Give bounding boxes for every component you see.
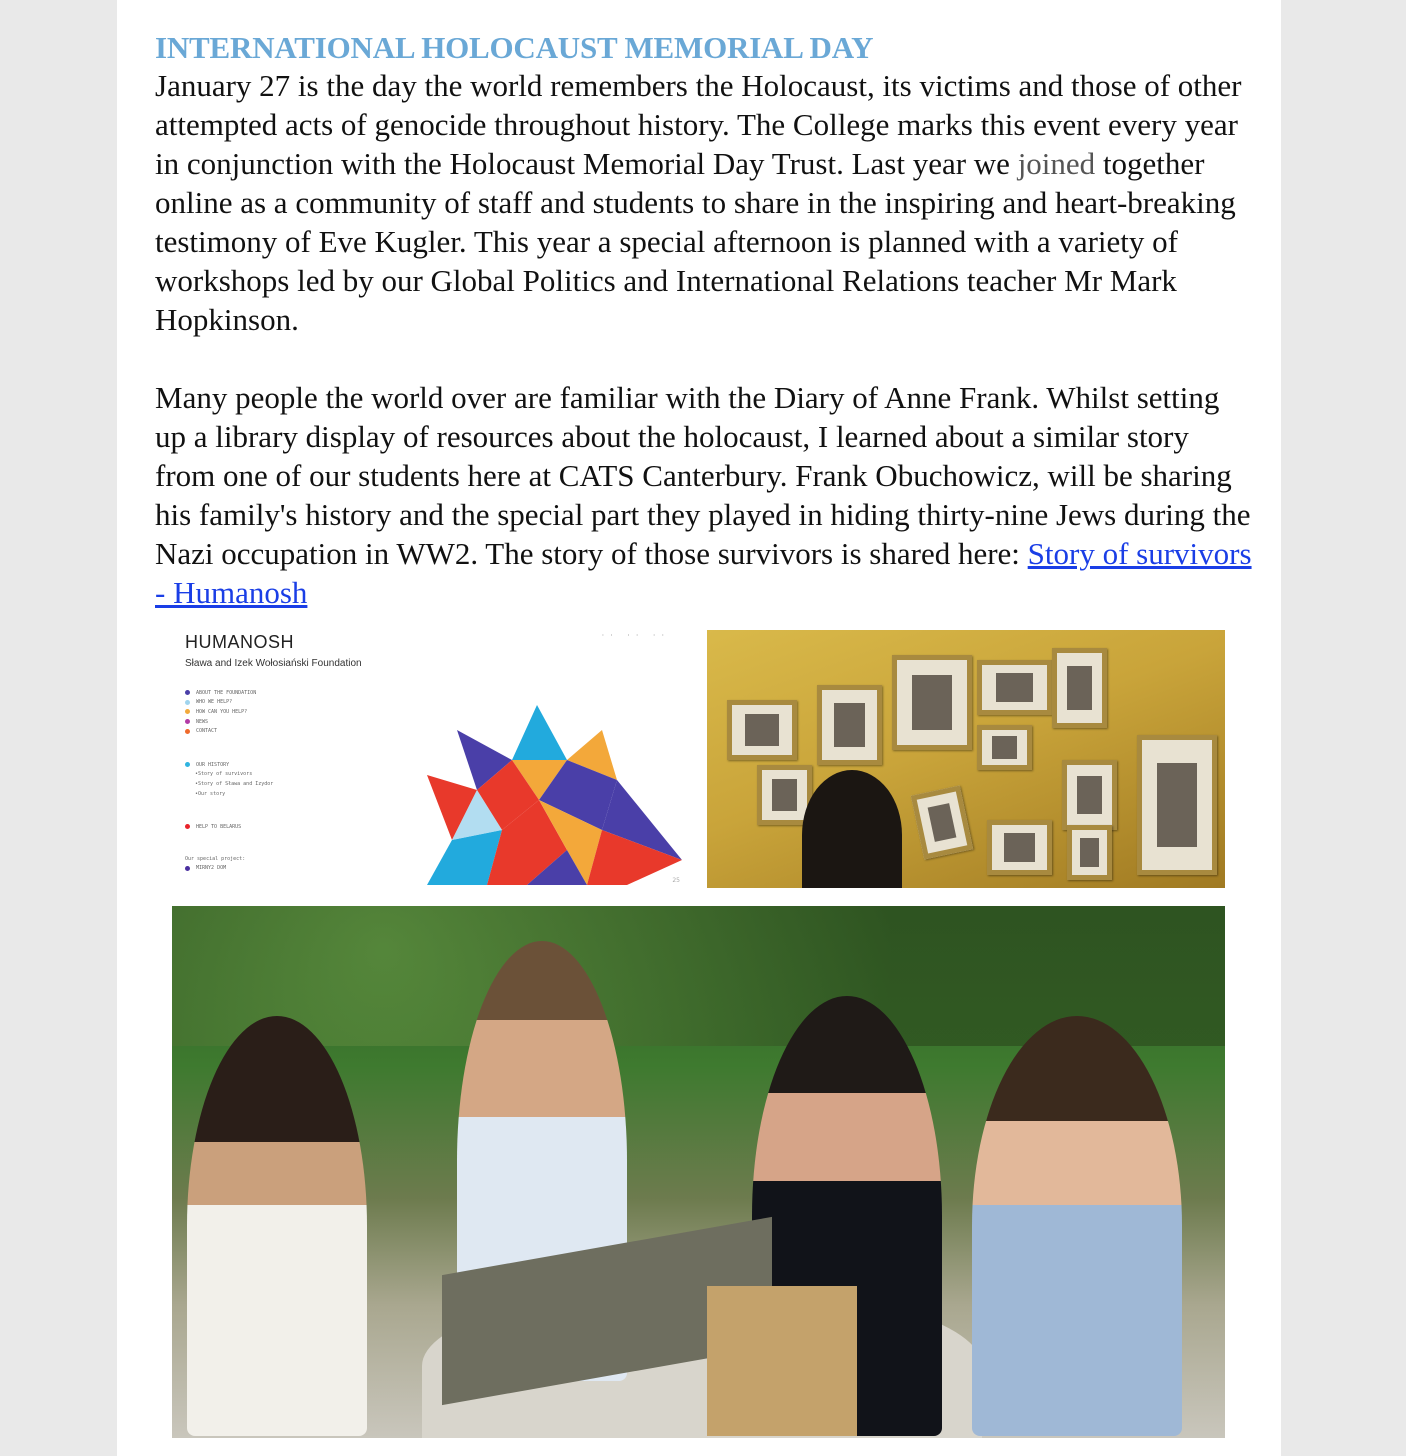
menu-item[interactable] (185, 726, 256, 736)
person-4 (972, 1016, 1182, 1436)
story-text: Many people the world over are familiar with the Diary of Anne Frank. Whilst setting up a library display of resources about the holocaust, I learned about a similar story from one of our students here at CATS Canterbury. Frank Obuchowicz, will be sharing his family's history and the special part they played in hiding thirty-nine Jews during the Nazi occupation in WW2. The story of those survivors is shared here: (155, 380, 1251, 571)
story-paragraph (155, 378, 1255, 612)
humanosh-subtitle: Sława and Izek Wołosiański Foundation (185, 658, 362, 669)
menu-item[interactable] (185, 707, 256, 717)
family-group-photo (172, 906, 1225, 1438)
menu-item-label: CONTACT (196, 728, 218, 735)
star-logo-icon (417, 700, 687, 890)
intro-paragraph (155, 66, 1255, 339)
humanosh-link[interactable]: Story of survivors - Humanosh (155, 536, 1252, 610)
picture-frame (817, 685, 882, 765)
menu-item-label: HOW CAN YOU HELP? (196, 708, 248, 715)
person-1 (187, 1016, 367, 1436)
help-label: HELP TO BELARUS (196, 823, 242, 830)
menu-item[interactable] (185, 688, 256, 698)
humanosh-special-menu (185, 854, 245, 873)
history-item: • Story of survivors (195, 771, 253, 778)
menu-item[interactable] (185, 698, 256, 708)
email-page (117, 0, 1281, 1456)
menu-item-label: ABOUT THE FOUNDATION (196, 689, 257, 696)
humanosh-logo-text: HUMANOSH (185, 632, 295, 652)
history-item: • Our story (195, 790, 226, 797)
picture-frame (977, 725, 1032, 770)
menu-item-label: NEWS (196, 718, 209, 725)
humanosh-help-menu (185, 822, 241, 832)
picture-frame (987, 820, 1052, 875)
special-label: Our special project: (185, 855, 246, 862)
article (155, 30, 1255, 612)
picture-frame (1137, 735, 1217, 875)
history-dot-icon (185, 762, 190, 767)
family-photos-wall-image (707, 630, 1225, 888)
intro-emphasis: joined (1017, 146, 1096, 181)
menu-item-label: WHO WE HELP? (196, 699, 233, 706)
photo-box (707, 1286, 857, 1436)
person-silhouette (802, 770, 902, 888)
picture-frame (911, 786, 973, 860)
page-number: 25 (672, 877, 680, 884)
intro-text-2: together online as a community of staff and students to share in the inspiring and heart-breaking testimony of Eve Kugler. This year a special afternoon is planned with a variety of workshops led by our Global Politics and International Relations teacher Mr Mark Hopkinson. (155, 146, 1236, 337)
history-item: • Story of Sława and Izydor (195, 780, 274, 787)
picture-frame (1062, 760, 1117, 830)
special-item: MIRNY2 DOM (196, 865, 227, 872)
intro-text-1: January 27 is the day the world remembers the Holocaust, its victims and those of other attempted acts of genocide throughout history. The College marks this event every year in conjunction with the Holocaust Memorial Day Trust. Last year we (155, 68, 1242, 181)
humanosh-history-menu (185, 760, 273, 798)
picture-frame (727, 700, 797, 760)
picture-frame (1067, 825, 1112, 880)
humanosh-website-image[interactable] (172, 630, 692, 890)
menu-dot-icon (185, 729, 190, 734)
menu-dot-icon (185, 719, 190, 724)
article-title: INTERNATIONAL HOLOCAUST MEMORIAL DAY (155, 30, 874, 65)
picture-frame (1052, 648, 1107, 728)
picture-frame (892, 655, 972, 750)
menu-dot-icon (185, 709, 190, 714)
special-dot-icon (185, 866, 190, 871)
menu-item[interactable] (185, 717, 256, 727)
window-dots-icon: ·· ·· ·· (601, 631, 670, 640)
picture-frame (977, 660, 1052, 715)
menu-dot-icon (185, 690, 190, 695)
help-dot-icon (185, 824, 190, 829)
menu-dot-icon (185, 700, 190, 705)
history-label: OUR HISTORY (196, 761, 230, 768)
humanosh-menu (185, 688, 256, 736)
